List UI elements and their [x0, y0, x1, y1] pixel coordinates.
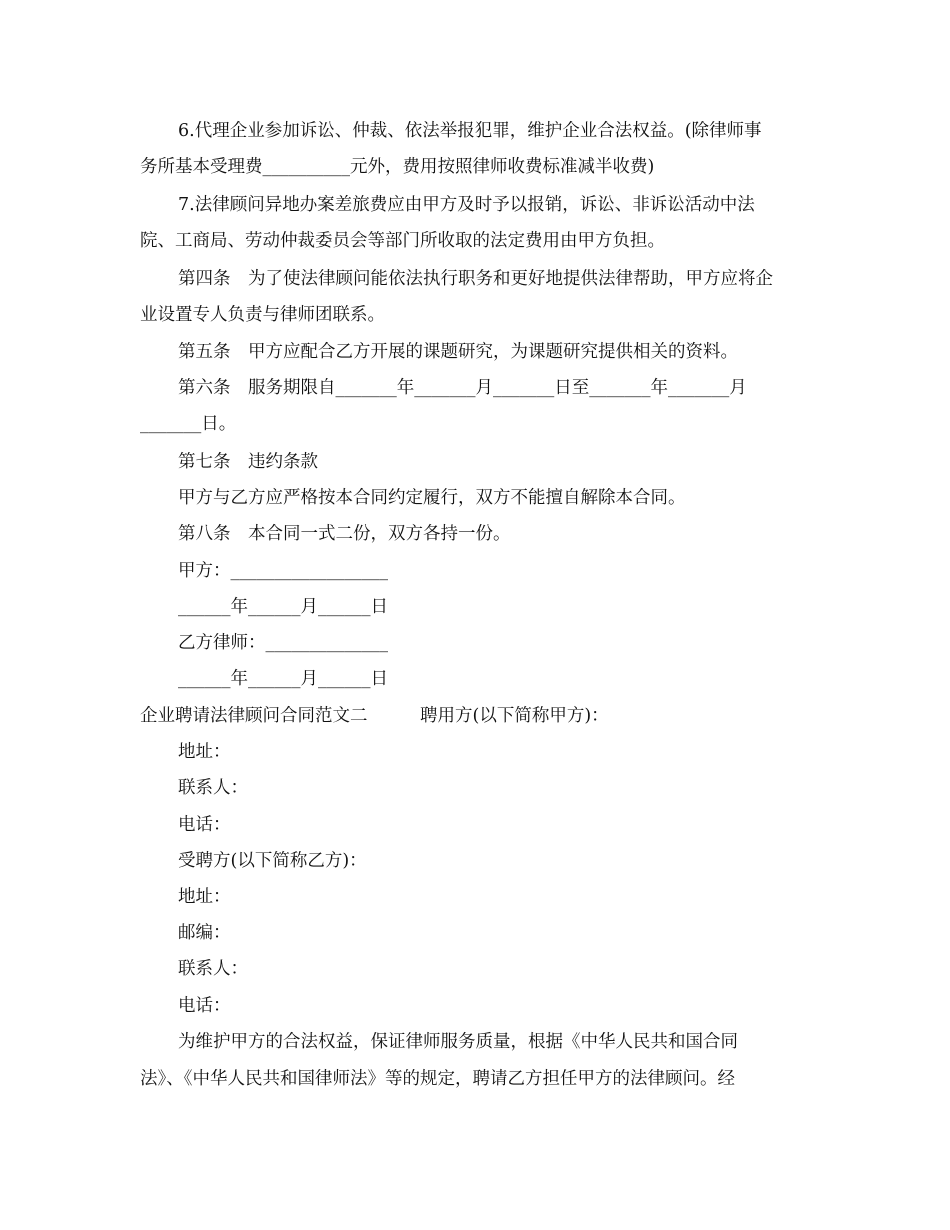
party-b-date: ______年______月______日: [178, 669, 388, 689]
employee-postcode: 邮编：: [178, 923, 231, 943]
clause-7-line-1: 7.法律顾问异地办案差旅费应由甲方及时予以报销，诉讼、非诉讼活动中法: [178, 195, 755, 215]
employee-phone: 电话：: [178, 996, 231, 1016]
template-2-title: 企业聘请法律顾问合同范文二 聘用方(以下简称甲方)：: [140, 706, 609, 726]
employee-address: 地址：: [178, 887, 231, 907]
article-4-line-1: 第四条 为了使法律顾问能依法执行职务和更好地提供法律帮助，甲方应将企: [178, 269, 773, 289]
employer-contact: 联系人：: [178, 778, 248, 798]
preamble-line-1: 为维护甲方的合法权益，保证律师服务质量，根据《中华人民共和国合同: [178, 1032, 738, 1052]
article-4-line-2: 业设置专人负责与律师团联系。: [140, 305, 385, 325]
party-a-date: ______年______月______日: [178, 597, 388, 617]
article-6-line-2: _______日。: [140, 414, 237, 434]
employee-heading: 受聘方(以下简称乙方)：: [178, 851, 367, 871]
clause-6-line-1: 6.代理企业参加诉讼、仲裁、依法举报犯罪，维护企业合法权益。(除律师事: [178, 121, 762, 141]
employer-address: 地址：: [178, 742, 231, 762]
article-7-heading: 第七条 违约条款: [178, 452, 318, 472]
employee-contact: 联系人：: [178, 959, 248, 979]
party-b-lawyer-signature: 乙方律师：______________: [178, 633, 388, 653]
clause-6-line-2: 务所基本受理费__________元外，费用按照律师收费标准减半收费): [140, 157, 655, 177]
preamble-line-2: 法》、《中华人民共和国律师法》等的规定，聘请乙方担任甲方的法律顾问。经: [140, 1069, 735, 1089]
article-7-body: 甲方与乙方应严格按本合同约定履行，双方不能擅自解除本合同。: [178, 488, 686, 508]
article-5: 第五条 甲方应配合乙方开展的课题研究，为课题研究提供相关的资料。: [178, 342, 738, 362]
clause-7-line-2: 院、工商局、劳动仲裁委员会等部门所收取的法定费用由甲方负担。: [140, 231, 665, 251]
party-a-signature: 甲方：__________________: [178, 561, 388, 581]
employer-phone: 电话：: [178, 815, 231, 835]
article-6-line-1: 第六条 服务期限自_______年_______月_______日至_______年_______月: [178, 378, 747, 398]
article-8: 第八条 本合同一式二份，双方各持一份。: [178, 524, 511, 544]
